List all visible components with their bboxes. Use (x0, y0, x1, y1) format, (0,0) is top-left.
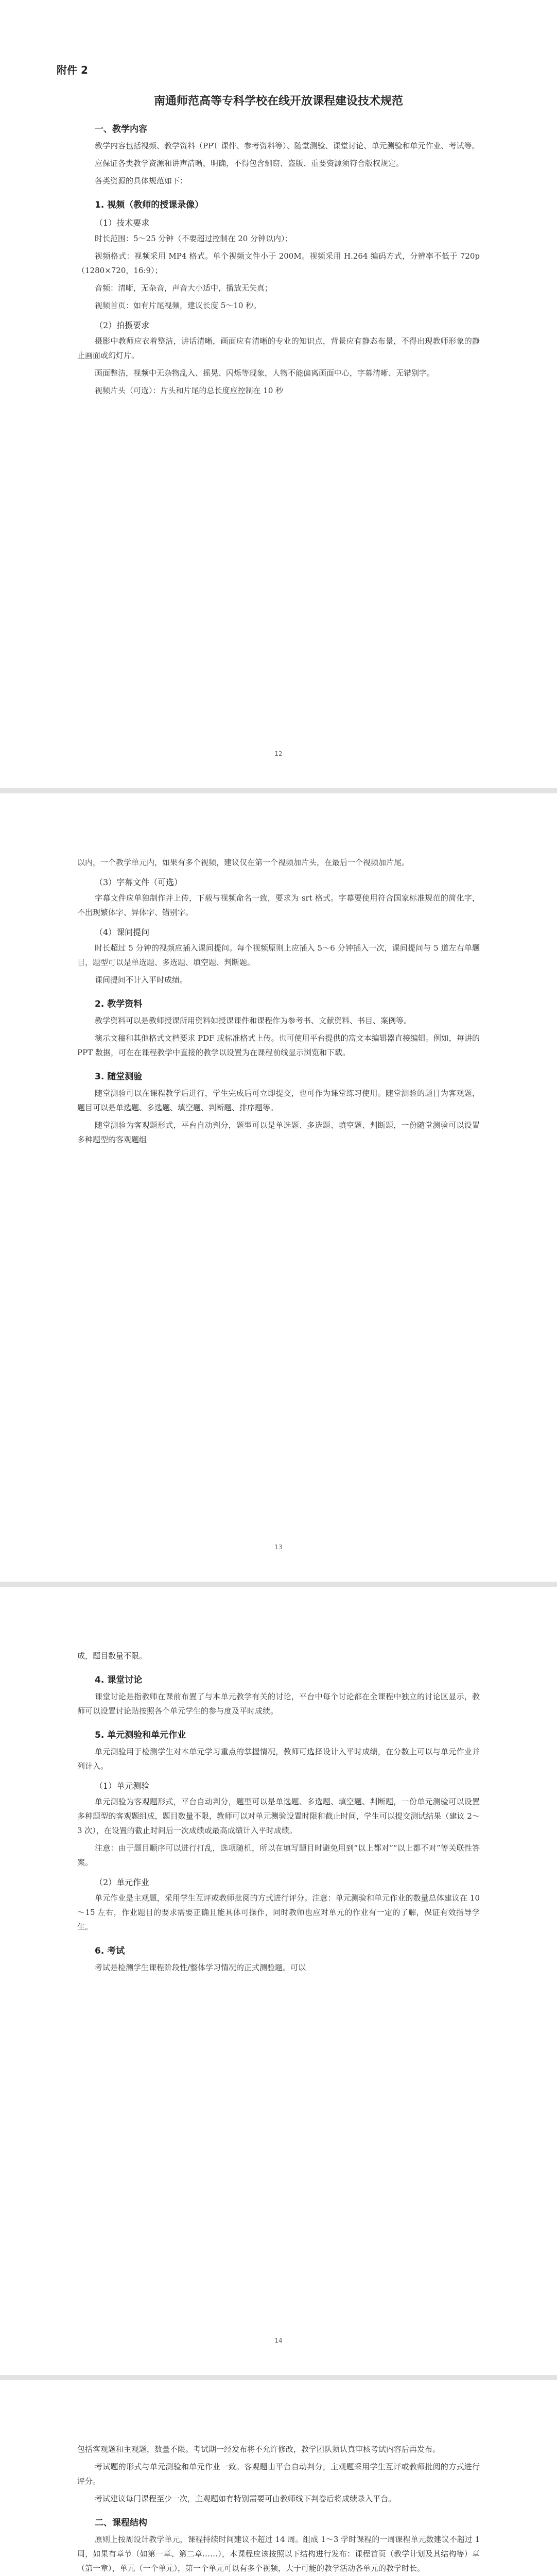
paragraph: 视频片头（可选）：片头和片尾的总长度应控制在 10 秒 (95, 386, 284, 395)
paragraph: 视频首页：如有片尾视频，建议长度 5～10 秒。 (95, 301, 262, 310)
subsubsection-heading: （1）单元测验 (95, 1781, 150, 1791)
paragraph: 考试是检测学生课程阶段性/整体学习情况的正式测验题。可以 (95, 1963, 306, 1972)
document-page-1 (0, 0, 557, 788)
paragraph: 随堂测验可以在课程教学后进行，学生完成后可立即提交，也可作为课堂练习使用。随堂测验的题目为客观题，题目可以是单选题、多选题、填空题、判断题、排序题等。 (77, 1089, 480, 1112)
paragraph: 课堂讨论是指教师在课前布置了与本单元教学有关的讨论，平台中每个讨论都在全课程中独立的讨论区显示，教师可以设置讨论贴按照各个单元学生的参与度及平时成绩。 (77, 1692, 480, 1716)
subsubsection-heading: （3）字幕文件（可选） (95, 877, 183, 887)
paragraph: 原则上按周设计教学单元，课程持续时间建议不超过 14 周。组成 1～3 学时课程的一周课程单元数建议不超过 1 周，如果有章节（如第一章、第二章……），本课程应该按照以下结构进行发布：课程首页（教学计划及其结构等）章（第一章），单元（一个单元），第一个单元可以有多个视频，大于可能的教学活动各单元的教学时长。 (77, 2535, 480, 2573)
page-number: 14 (274, 2337, 283, 2344)
page-number: 13 (274, 1544, 283, 1551)
paragraph: 各类资源的具体规范如下： (95, 176, 188, 185)
document-page-3 (0, 1587, 557, 2375)
annex-label: 附件 2 (57, 64, 88, 76)
paragraph: 注意：由于题目顺序可以进行打乱，选项随机，所以在填写题目时避免用到“以上都对”“以上都不对”等关联性答案。 (77, 1843, 480, 1867)
paragraph: 教学内容包括视频、教学资料（PPT 课件、参考资料等）、随堂测验、课堂讨论、单元测验和单元作业、考试等。 (95, 141, 480, 150)
subsection-heading: 5. 单元测验和单元作业 (95, 1730, 186, 1740)
paragraph: 成，题目数量不限。 (77, 1651, 147, 1660)
paragraph: 考试题的形式与单元测验和单元作业一致。客观题由平台自动判分，主观题采用学生互评或教师批阅的方式进行评分。 (77, 2462, 480, 2486)
subsubsection-heading: （1）技术要求 (95, 218, 150, 228)
subsection-heading: 2. 教学资料 (95, 999, 143, 1009)
subsection-heading: 4. 课堂讨论 (95, 1675, 143, 1685)
paragraph: 教学资料可以是教师授课所用资料如授课课件和课程作为参考书、文献资料、书目、案例等。 (95, 1016, 412, 1025)
paragraph: 时长范围：5～25 分钟（不要超过控制在 20 分钟以内）； (95, 234, 293, 243)
section-heading: 一、教学内容 (95, 124, 147, 134)
subsubsection-heading: （4）课间提问 (95, 927, 150, 937)
paragraph: 单元测验用于检测学生对本单元学习重点的掌握情况，教师可选择设计入平时成绩，在分数上可以与单元作业并列计入。 (77, 1747, 480, 1771)
subsubsection-heading: （2）拍摄要求 (95, 320, 150, 330)
paragraph: 以内，一个教学单元内，如果有多个视频，建议仅在第一个视频加片头，在最后一个视频加片尾。 (77, 858, 410, 867)
paragraph: 画面整洁，视频中无杂物乱入、摇晃、闪烁等现象，人物不能偏离画面中心，字幕清晰、无错别字。 (95, 368, 435, 378)
paragraph: 时长超过 5 分钟的视频应插入课间提问。每个视频原则上应插入 5～6 分钟插入一次，课间提问与 5 道左右单题目，题型可以是单选题、多选题、填空题、判断题。 (77, 943, 480, 967)
paragraph: 单元测验为客观题形式，平台自动判分，题型可以是单选题、多选题、填空题、判断题，一份单元测验可以设置多种题型的客观题组成，题目数量不限，教师可以对单元测验设置时限和截止时间，学生可以提交测试结果（建议 2～3 次），在设置的截止时间后一次成绩或最高成绩计入平时成绩。 (77, 1797, 480, 1835)
paragraph: 包括客观题和主观题，数量不限。考试期一经发布将不允许修改，教学团队须认真审核考试内容后再发布。 (77, 2445, 441, 2454)
paragraph: 音频：清晰，无杂音，声音大小适中，播放无失真； (95, 283, 273, 293)
document-title: 南通师范高等专科学校在线开放课程建设技术规范 (153, 95, 403, 108)
paragraph: 随堂测验为客观题形式，平台自动判分，题型可以是单选题、多选题、填空题、判断题，一份随堂测验可以设置多种题型的客观题组 (77, 1121, 480, 1144)
paragraph: 应保证各类教学资源和讲声清晰，明确，不得包含剽窃、盗版、重要资源须符合版权规定。 (95, 159, 404, 168)
subsection-heading: 1. 视频（教师的授课录像） (95, 200, 204, 210)
paragraph: 摄影中教师应衣着整洁，讲话清晰，画面应有清晰的专业的知识点，背景应有静态布景，不得出现教师形象的静止画面或幻灯片。 (77, 336, 480, 360)
subsubsection-heading: （2）单元作业 (95, 1877, 150, 1887)
subsection-heading: 6. 考试 (95, 1946, 125, 1956)
paragraph: 单元作业是主观题，采用学生互评或教师批阅的方式进行评分。注意：单元测验和单元作业的数量总体建议在 10～15 左右，作业题目的要求需要正确且能具体可操作，同时教师也应对单元的作业有一定的了解，保证有效指导学生。 (77, 1893, 480, 1931)
document-page-4 (0, 2380, 557, 2576)
document-page-2 (0, 793, 557, 1582)
paragraph: 字幕文件应单独制作并上传，下载与视频命名一致，要求为 srt 格式。字幕要使用符合国家标准规范的简化字，不出现繁体字、异体字、错别字。 (77, 893, 480, 917)
paragraph: 课间提问不计入平时成绩。 (95, 975, 188, 985)
paragraph: 演示文稿和其他格式文档要求 PDF 或标准格式上传。也可使用平台提供的富文本编辑器直接编辑。例如，每讲的 PPT 数据，可在在课程教学中直接的教学以设置为在课程前线显示浏览和下载。 (77, 1033, 480, 1057)
page-number: 12 (274, 750, 283, 757)
subsection-heading: 3. 随堂测验 (95, 1072, 143, 1082)
paragraph: 考试建议每门课程至少一次，主观题如有特别需要可由教师线下判卷后将成绩录入平台。 (95, 2494, 396, 2503)
paragraph: 视频格式：视频采用 MP4 格式。单个视频文件小于 200M。视频采用 H.264 编码方式，分辨率不低于 720p（1280×720，16:9）； (77, 251, 480, 275)
section-heading: 二、课程结构 (95, 2518, 147, 2528)
